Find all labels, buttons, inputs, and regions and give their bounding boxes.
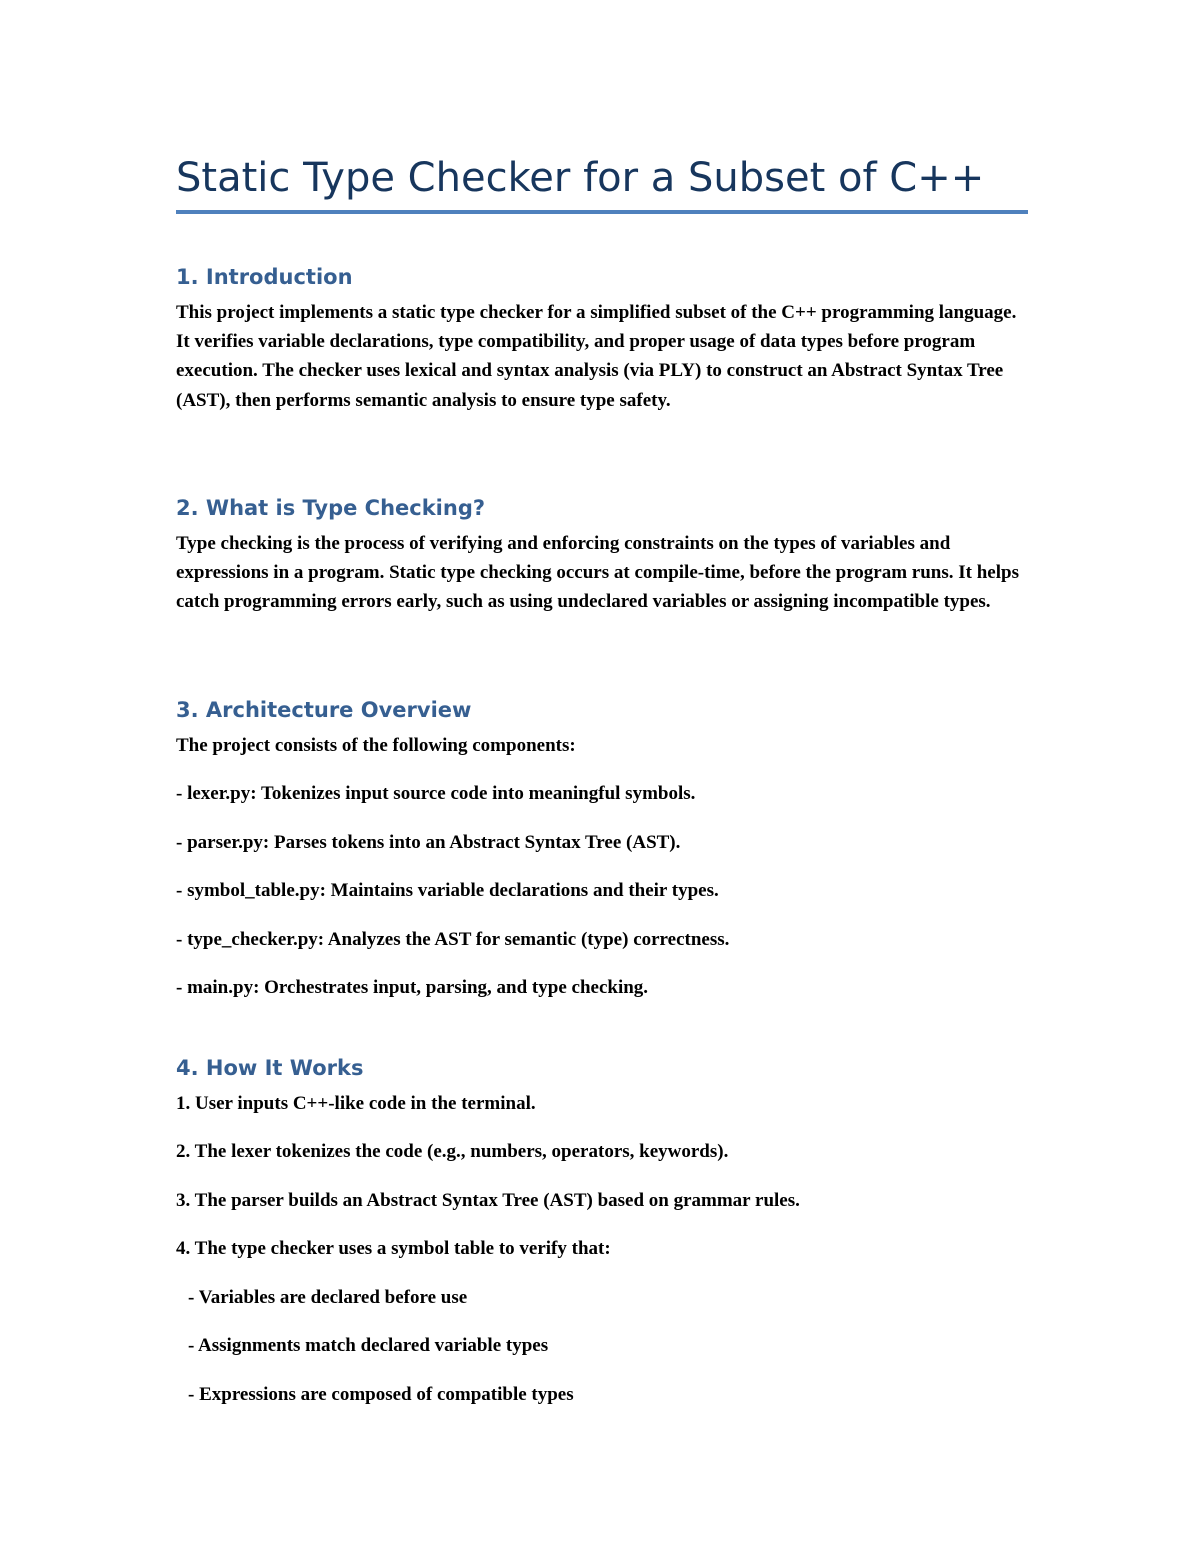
section-heading-architecture: 3. Architecture Overview: [176, 698, 472, 722]
document-title: Static Type Checker for a Subset of C++: [176, 155, 985, 201]
step-item: 1. User inputs C++-like code in the terminal.: [176, 1093, 536, 1114]
check-item: - Variables are declared before use: [188, 1287, 468, 1308]
component-item: - type_checker.py: Analyzes the AST for semantic (type) correctness.: [176, 929, 730, 950]
component-item: - parser.py: Parses tokens into an Abstract Syntax Tree (AST).: [176, 832, 681, 853]
section-heading-type-checking: 2. What is Type Checking?: [176, 496, 486, 520]
component-item: - symbol_table.py: Maintains variable declarations and their types.: [176, 880, 719, 901]
type-checking-paragraph: Type checking is the process of verifying and enforcing constraints on the types of variables and expressions in a program. Static type checking occurs at compile-time, before the program runs. It helps catch programming errors early, such as using undeclared variables or assigning incompatible types.: [176, 533, 1019, 613]
step-item: 4. The type checker uses a symbol table to verify that:: [176, 1238, 611, 1259]
check-item: - Expressions are composed of compatible types: [188, 1384, 574, 1405]
component-item: - lexer.py: Tokenizes input source code into meaningful symbols.: [176, 783, 696, 804]
introduction-paragraph: This project implements a static type checker for a simplified subset of the C++ programming language. It verifies variable declarations, type compatibility, and proper usage of data types before program execution. The checker uses lexical and syntax analysis (via PLY) to construct an Abstract Syntax Tree (AST), then performs semantic analysis to ensure type safety.: [176, 302, 1017, 411]
title-underline: [176, 210, 1028, 214]
check-item: - Assignments match declared variable types: [188, 1335, 549, 1356]
step-item: 3. The parser builds an Abstract Syntax Tree (AST) based on grammar rules.: [176, 1190, 800, 1211]
document-page: [176, 0, 1028, 1553]
component-item: - main.py: Orchestrates input, parsing, and type checking.: [176, 977, 649, 998]
architecture-intro: The project consists of the following components:: [176, 735, 576, 756]
section-heading-how-it-works: 4. How It Works: [176, 1056, 364, 1080]
section-heading-introduction: 1. Introduction: [176, 265, 353, 289]
step-item: 2. The lexer tokenizes the code (e.g., numbers, operators, keywords).: [176, 1141, 729, 1162]
